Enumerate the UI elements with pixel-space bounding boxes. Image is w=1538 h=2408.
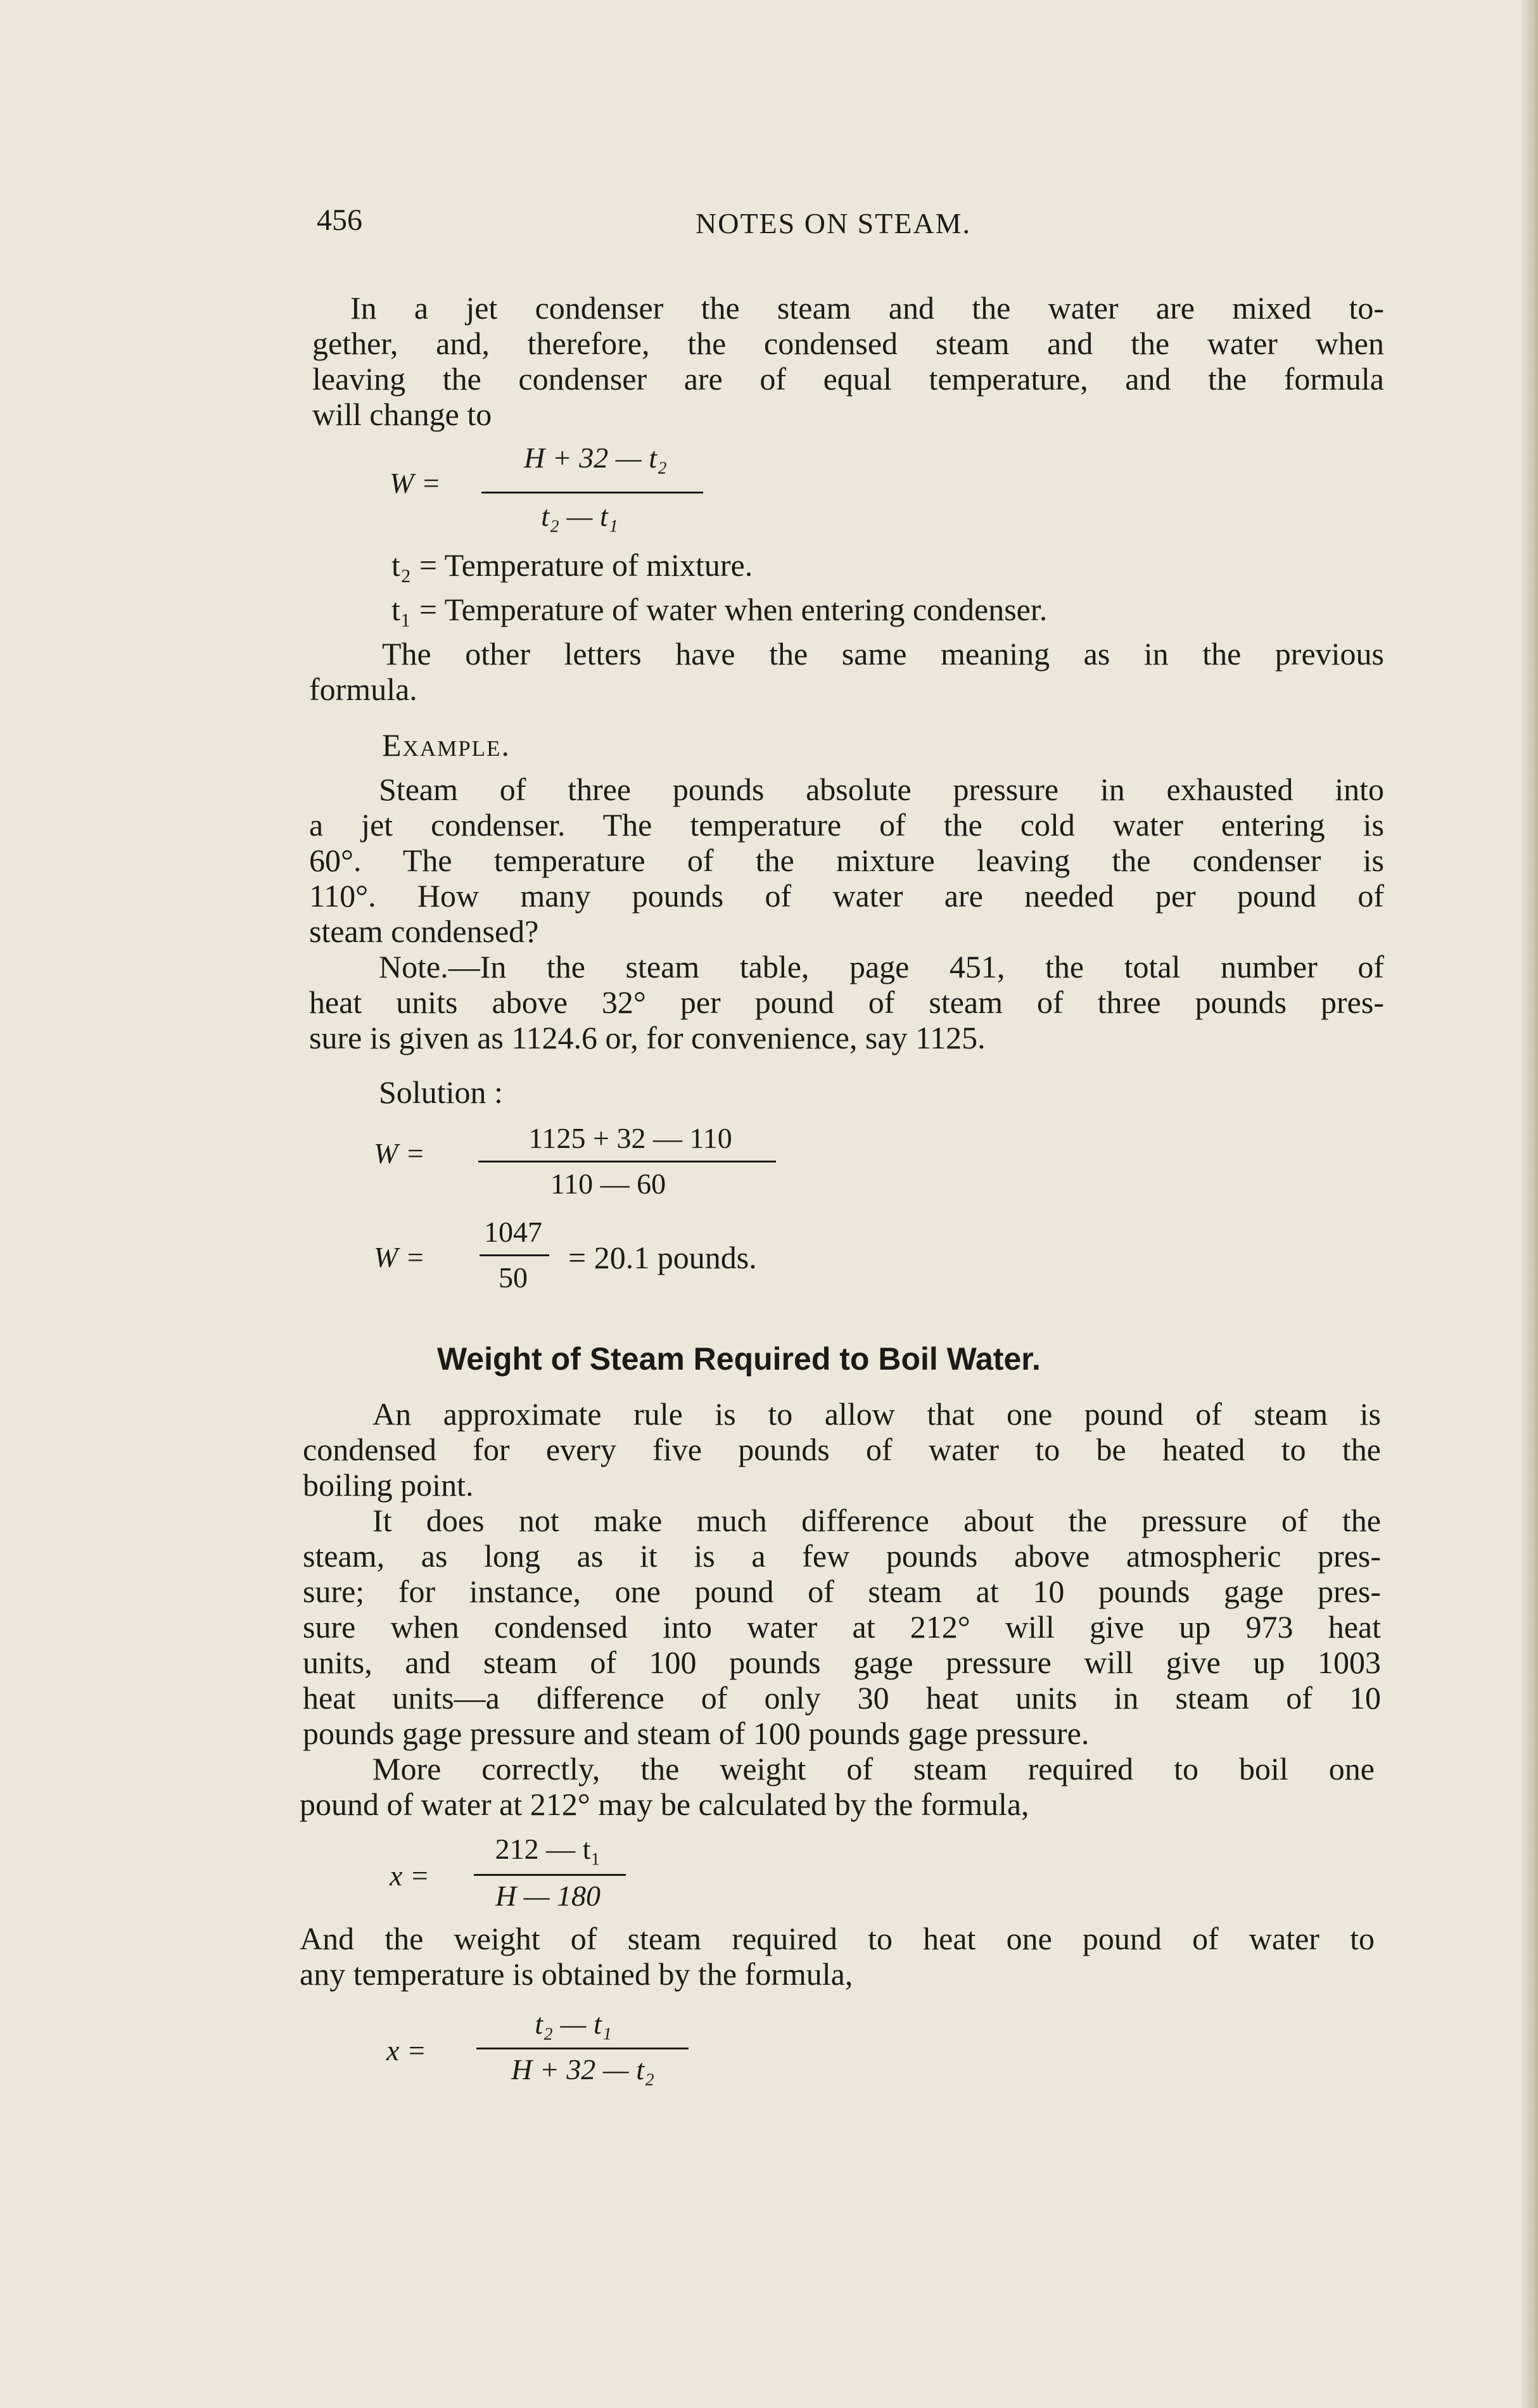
running-head: NOTES ON STEAM. [696, 207, 972, 239]
note-line-2: heat units above 32° per pound of steam of three pounds pres- [309, 984, 1384, 1020]
formula-1-denominator: t₂ — t₁ [541, 500, 618, 532]
section-para4-line-1: And the weight of steam required to heat one pound of water to [300, 1921, 1375, 1956]
section-para4-line-2: any temperature is obtained by the formula, [300, 1956, 853, 1992]
example-line-5: steam condensed? [309, 914, 539, 949]
formula-heat-bar [476, 2048, 689, 2049]
formula-1-lhs: W = [390, 467, 441, 499]
section-para1-line-3: boiling point. [303, 1467, 474, 1503]
example-line-3: 60°. The temperature of the mixture leaving the condenser is [309, 843, 1384, 878]
definition-t1: t₁ = Temperature of water when entering condenser. [391, 592, 1048, 627]
example-line-1: Steam of three pounds absolute pressure in exhausted into [379, 772, 1384, 807]
solution-formula-1-lhs: W = [374, 1137, 425, 1169]
formula-heat-lhs: x = [386, 2034, 426, 2067]
solution-formula-1-denominator: 110 — 60 [550, 1168, 666, 1200]
other-letters-line-1: The other letters have the same meaning as in the previous [382, 636, 1384, 672]
formula-1-bar [481, 492, 703, 494]
intro-line-2: gether, and, therefore, the condensed steam and the water when [312, 326, 1384, 361]
example-heading: Example. [382, 727, 511, 763]
formula-heat-denominator: H + 32 — t₂ [511, 2053, 654, 2086]
section-para1-line-1: An approximate rule is to allow that one pound of steam is [372, 1396, 1381, 1432]
section-para2-line-6: heat units—a difference of only 30 heat units in steam of 10 [303, 1680, 1381, 1716]
section-heading: Weight of Steam Required to Boil Water. [437, 1341, 1041, 1377]
section-para3-line-1: More correctly, the weight of steam required to boil one [372, 1751, 1375, 1787]
solution-formula-1-bar [478, 1161, 776, 1163]
formula-boil-bar [474, 1874, 626, 1876]
other-letters-line-2: formula. [309, 672, 417, 707]
intro-line-1: In a jet condenser the steam and the water are mixed to- [350, 290, 1384, 326]
section-para3-line-2: pound of water at 212° may be calculated by the formula, [300, 1787, 1029, 1822]
solution-formula-2-denominator: 50 [499, 1261, 528, 1294]
intro-line-3: leaving the condenser are of equal temperature, and the formula [312, 361, 1384, 397]
section-para2-line-2: steam, as long as it is a few pounds above atmospheric pres- [303, 1538, 1381, 1574]
section-para2-line-7: pounds gage pressure and steam of 100 pounds gage pressure. [303, 1716, 1090, 1751]
note-line-3: sure is given as 1124.6 or, for convenience, say 1125. [309, 1020, 986, 1055]
note-line-1: Note.—In the steam table, page 451, the total number of [379, 949, 1384, 984]
solution-formula-2-lhs: W = [374, 1241, 425, 1273]
section-para1-line-2: condensed for every five pounds of water to be heated to the [303, 1432, 1381, 1467]
intro-line-4: will change to [312, 397, 492, 432]
formula-heat-numerator: t₂ — t₁ [535, 2008, 612, 2040]
section-para2-line-5: units, and steam of 100 pounds gage pressure will give up 1003 [303, 1645, 1381, 1680]
section-para2-line-3: sure; for instance, one pound of steam at 10 pounds gage pres- [303, 1574, 1381, 1609]
page-number: 456 [317, 203, 362, 237]
solution-formula-2-bar [480, 1254, 549, 1256]
definition-t2: t₂ = Temperature of mixture. [391, 547, 753, 583]
section-para2-line-4: sure when condensed into water at 212° will give up 973 heat [303, 1609, 1381, 1645]
section-para2-line-1: It does not make much difference about the pressure of the [372, 1503, 1381, 1538]
solution-formula-2-result: = 20.1 pounds. [568, 1240, 757, 1275]
formula-1-numerator: H + 32 — t₂ [524, 442, 667, 474]
solution-formula-2-numerator: 1047 [484, 1216, 542, 1248]
formula-boil-numerator: 212 — t₁ [495, 1833, 601, 1865]
solution-label: Solution : [379, 1074, 503, 1110]
formula-boil-lhs: x = [390, 1859, 429, 1892]
page-edge-shadow [1522, 0, 1538, 2408]
example-line-2: a jet condenser. The temperature of the cold water entering is [309, 807, 1384, 843]
example-line-4: 110°. How many pounds of water are needed per pound of [309, 878, 1384, 914]
formula-boil-denominator: H — 180 [495, 1880, 601, 1912]
solution-formula-1-numerator: 1125 + 32 — 110 [528, 1122, 732, 1154]
